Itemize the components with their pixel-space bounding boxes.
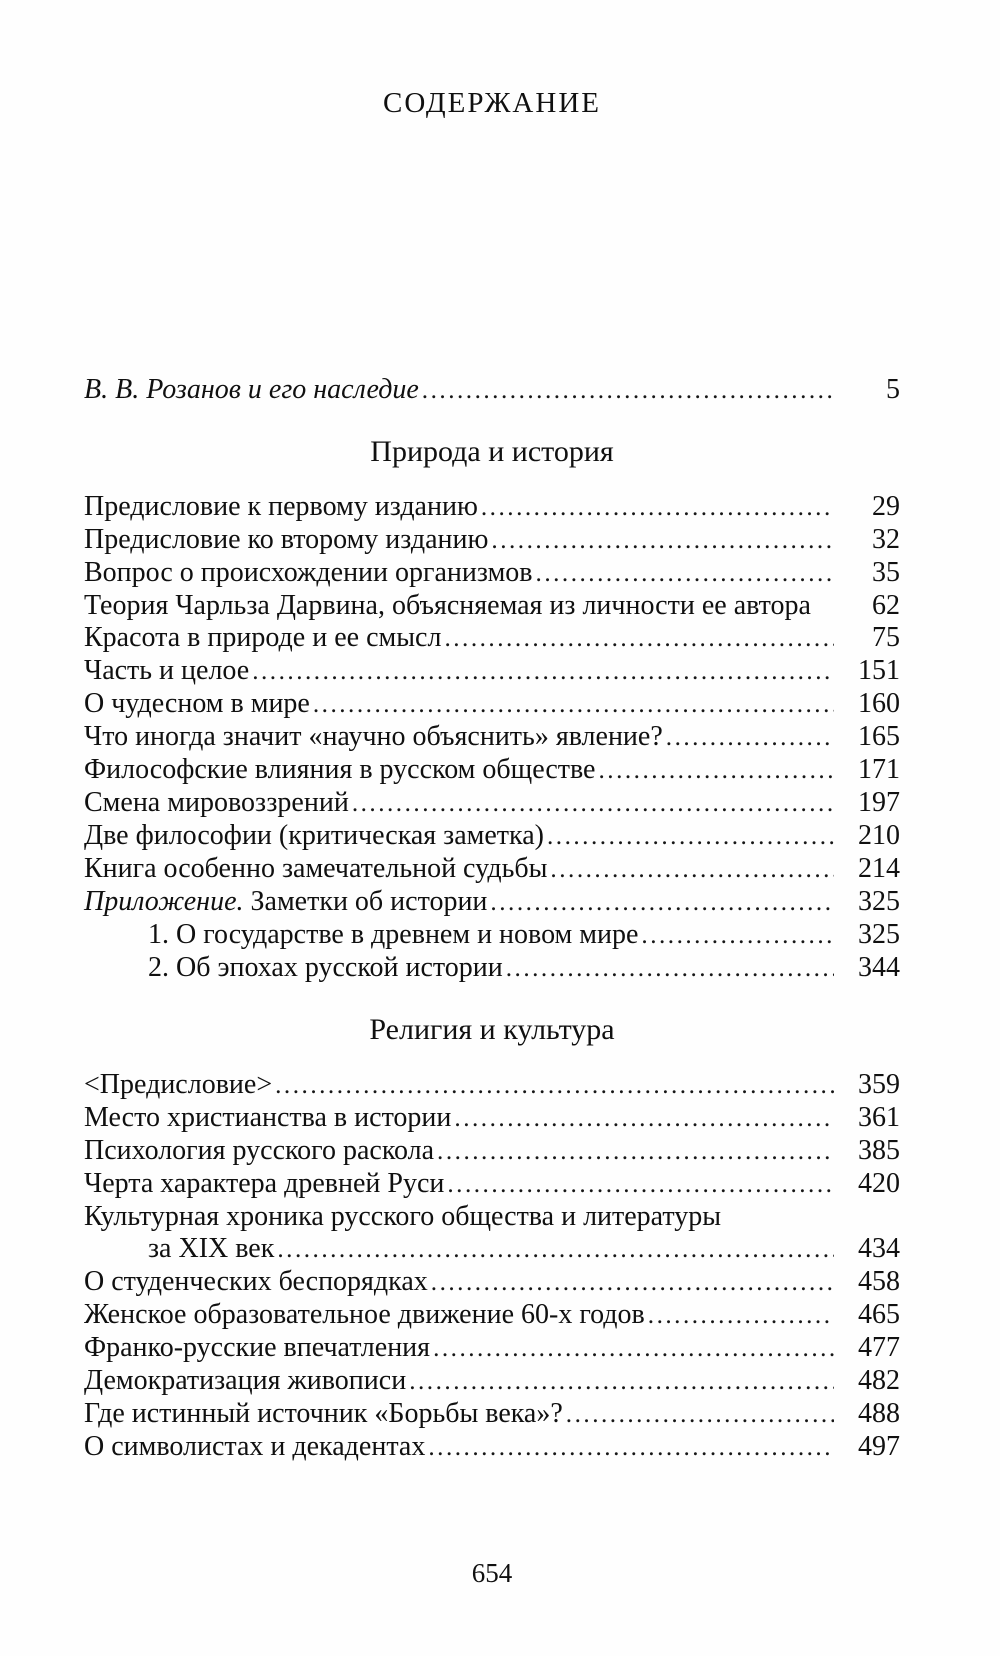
toc-entry-title: Вопрос о происхождении организмов	[84, 557, 533, 588]
toc-entry-title: Книга особенно замечательной судьбы	[84, 853, 548, 884]
toc-row	[84, 1299, 900, 1332]
toc-row	[84, 1233, 900, 1266]
dot-leader	[349, 787, 834, 820]
toc-row	[84, 1431, 900, 1464]
toc-entry-title: Предисловие ко второму изданию	[84, 524, 489, 555]
toc-page-number: 361	[858, 1102, 900, 1133]
toc-entry-title: Психология русского раскола	[84, 1135, 435, 1166]
toc-page-number: 75	[872, 622, 900, 653]
dot-leader	[444, 1168, 834, 1201]
toc-page-number: 488	[858, 1398, 900, 1429]
toc-entry-title: Что иногда значит «научно объяснить» явление?	[84, 721, 663, 752]
toc-entry-title: В. В. Розанов и его наследие	[84, 374, 419, 405]
dot-leader	[274, 1233, 834, 1266]
dot-leader	[478, 491, 834, 524]
toc-page-number: 160	[858, 688, 900, 719]
toc-row	[84, 952, 900, 985]
dot-leader	[428, 1266, 834, 1299]
toc-page-number: 325	[858, 919, 900, 950]
toc-entry-title: О студенческих беспорядках	[84, 1266, 428, 1297]
toc-row	[84, 1201, 900, 1233]
toc-row	[84, 1332, 900, 1365]
toc-row	[84, 919, 900, 952]
dot-leader	[406, 1365, 834, 1398]
toc-entry-title: Красота в природе и ее смысл	[84, 622, 442, 653]
page-title: СОДЕРЖАНИЕ	[383, 87, 601, 119]
dot-leader	[451, 1102, 834, 1135]
dot-leader	[249, 655, 834, 688]
toc-entry-title: Теория Чарльза Дарвина, объясняемая из личности ее автора	[84, 590, 811, 621]
toc-page-number: 29	[872, 491, 900, 522]
toc-row	[84, 374, 900, 407]
toc-page-number: 151	[858, 655, 900, 686]
section-heading: Религия и культура	[369, 1013, 615, 1046]
toc-entry-title: О чудесном в мире	[84, 688, 310, 719]
toc-entry-title: Смена мировоззрений	[84, 787, 349, 818]
dot-leader	[487, 886, 834, 919]
dot-leader	[595, 754, 834, 787]
toc-entry-title: 2. Об эпохах русской истории	[148, 952, 503, 983]
toc-page-number: 482	[858, 1365, 900, 1396]
footer-page-number: 654	[471, 1558, 513, 1588]
toc-row	[84, 688, 900, 721]
toc-entry-text: Заметки об истории	[243, 886, 488, 917]
toc-section	[84, 433, 900, 985]
toc-row	[84, 1365, 900, 1398]
toc-entry-title	[84, 886, 487, 918]
toc-entry-title: Франко-русские впечатления	[84, 1332, 431, 1363]
dot-leader	[425, 1431, 834, 1464]
toc-page-number: 458	[858, 1266, 900, 1297]
toc-page-number: 171	[858, 754, 900, 785]
dot-leader	[645, 1299, 834, 1332]
toc	[84, 374, 900, 1464]
toc-page-number: 359	[858, 1069, 900, 1100]
toc-entry-title: Женское образовательное движение 60-х годов	[84, 1299, 645, 1330]
dot-leader	[272, 1069, 834, 1102]
toc-row	[84, 820, 900, 853]
dot-leader	[547, 853, 834, 886]
toc-row	[84, 655, 900, 688]
toc-page-number: 434	[858, 1233, 900, 1264]
toc-row	[84, 886, 900, 919]
toc-row	[84, 1102, 900, 1135]
toc-row	[84, 524, 900, 557]
toc-page-number: 420	[858, 1168, 900, 1199]
toc-page-number: 5	[886, 374, 900, 405]
toc-entry-title: за XIX век	[148, 1233, 275, 1264]
toc-page-number: 165	[858, 721, 900, 752]
dot-leader	[430, 1332, 834, 1365]
toc-row	[84, 853, 900, 886]
toc-entry-title: Черта характера древней Руси	[84, 1168, 445, 1199]
dot-leader	[419, 374, 834, 407]
dot-leader	[638, 919, 834, 952]
toc-page-number: 477	[858, 1332, 900, 1363]
dot-leader	[434, 1135, 834, 1168]
toc-page-number: 210	[858, 820, 900, 851]
toc-entry-title: Где истинный источник «Борьбы века»?	[84, 1398, 563, 1429]
toc-row	[84, 590, 900, 622]
toc-page-number: 497	[858, 1431, 900, 1462]
toc-row	[84, 721, 900, 754]
toc-entry-title: Две философии (критическая заметка)	[84, 820, 544, 851]
toc-entry-title: 1. О государстве в древнем и новом мире	[148, 919, 639, 950]
toc-page-number: 62	[872, 590, 900, 621]
toc-entry-title: Место христианства в истории	[84, 1102, 452, 1133]
dot-leader	[563, 1398, 834, 1431]
toc-section	[84, 1011, 900, 1464]
toc-entry-title: Предисловие к первому изданию	[84, 491, 478, 522]
toc-row	[84, 754, 900, 787]
toc-entry-title: О символистах и декадентах	[84, 1431, 426, 1462]
toc-entry-title: <Предисловие>	[84, 1069, 273, 1100]
toc-row	[84, 557, 900, 590]
toc-entry-title: Культурная хроника русского общества и литературы	[84, 1201, 722, 1232]
toc-row	[84, 1168, 900, 1201]
toc-row	[84, 1266, 900, 1299]
dot-leader	[544, 820, 834, 853]
toc-page-number: 197	[858, 787, 900, 818]
toc-page-number: 385	[858, 1135, 900, 1166]
toc-entry-title: Демократизация живописи	[84, 1365, 407, 1396]
toc-page-number: 465	[858, 1299, 900, 1330]
toc-entry-italic-prefix: Приложение.	[84, 886, 244, 917]
section-heading: Природа и история	[370, 435, 614, 468]
toc-row	[84, 787, 900, 820]
dot-leader	[488, 524, 834, 557]
toc-row	[84, 491, 900, 524]
toc-row	[84, 1135, 900, 1168]
dot-leader	[310, 688, 834, 721]
dot-leader	[441, 622, 834, 655]
toc-page-number: 32	[872, 524, 900, 555]
toc-row	[84, 1069, 900, 1102]
toc-page-number: 214	[858, 853, 900, 884]
toc-row	[84, 622, 900, 655]
toc-page-number: 344	[858, 952, 900, 983]
toc-entry-title: Философские влияния в русском обществе	[84, 754, 596, 785]
dot-leader	[503, 952, 834, 985]
dot-leader	[663, 721, 834, 754]
toc-page-number: 35	[872, 557, 900, 588]
toc-entry-title: Часть и целое	[84, 655, 250, 686]
dot-leader	[533, 557, 834, 590]
toc-row	[84, 1398, 900, 1431]
toc-page-number: 325	[858, 886, 900, 917]
